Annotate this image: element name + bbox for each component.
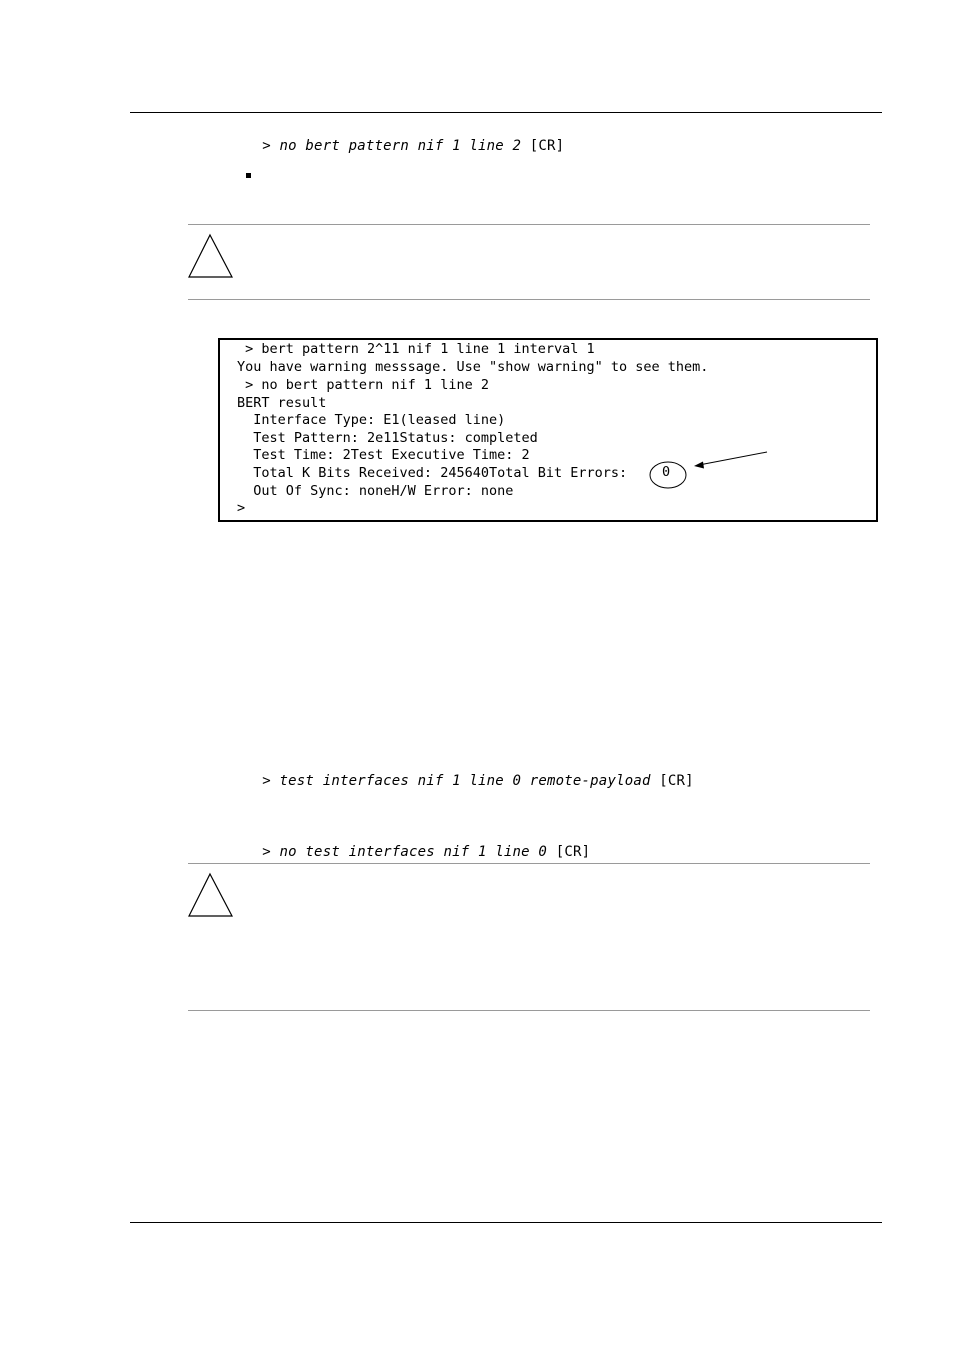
command-text: no test interfaces nif 1 line 0 <box>279 844 548 860</box>
command-suffix: [CR] <box>529 138 565 154</box>
command-test-remote-payload <box>245 754 694 790</box>
footer-rule <box>130 1222 882 1223</box>
warning-triangle-icon <box>188 233 234 279</box>
console-line: > no bert pattern nif 1 line 2 <box>237 377 489 393</box>
command-no-bert-pattern <box>245 119 564 155</box>
console-line: Test Pattern: 2e11Status: completed <box>237 430 538 446</box>
console-line: Out Of Sync: noneH/W Error: none <box>237 483 514 499</box>
command-text: no bert pattern nif 1 line 2 <box>279 138 522 154</box>
bullet-marker <box>246 173 251 178</box>
console-line: Test Time: 2Test Executive Time: 2 <box>237 447 530 463</box>
command-prompt: > <box>262 138 271 154</box>
command-text: test interfaces nif 1 line 0 remote-payload <box>279 773 651 789</box>
console-line: You have warning messsage. Use "show warning" to see them. <box>237 359 709 375</box>
command-prompt: > <box>262 844 271 860</box>
console-line: Interface Type: E1(leased line) <box>237 412 506 428</box>
warning-triangle-icon <box>188 872 234 918</box>
console-output-box <box>218 338 878 522</box>
console-line: Total K Bits Received: 245640Total Bit Errors: <box>237 465 628 481</box>
console-line: > bert pattern 2^11 nif 1 line 1 interval 1 <box>237 341 595 357</box>
caution-top-rule <box>188 863 870 864</box>
console-line: > <box>237 500 246 516</box>
header-rule <box>130 112 882 113</box>
command-prompt: > <box>262 773 271 789</box>
callout-circle-arrow <box>645 448 775 492</box>
caution-bottom-rule <box>188 1010 870 1011</box>
caution-bottom-rule <box>188 299 870 300</box>
console-line: BERT result <box>237 395 327 411</box>
caution-top-rule <box>188 224 870 225</box>
command-suffix: [CR] <box>659 773 694 789</box>
command-no-test-interfaces <box>245 825 590 861</box>
bit-errors-value: 0 <box>662 464 671 480</box>
command-suffix: [CR] <box>555 844 591 860</box>
